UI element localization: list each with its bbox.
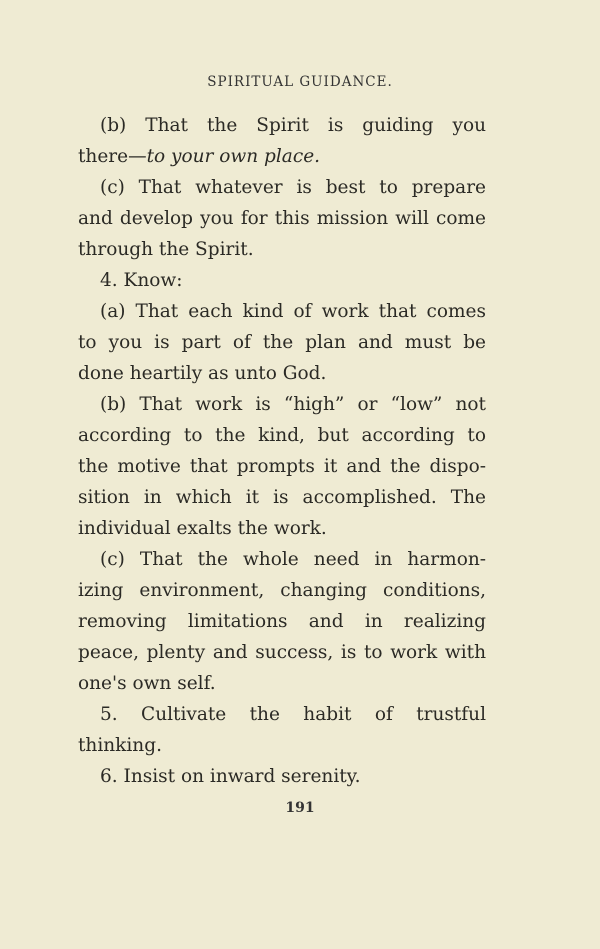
text-line: (b) That the Spirit is guiding you [100,115,486,136]
paragraph [78,172,486,265]
text-line: done heartily as unto God. [78,363,327,384]
text-line: removing limitations and in realizing [78,611,486,632]
paragraph [78,110,486,172]
text-line: through the Spirit. [78,239,254,260]
page-body [78,110,486,792]
text-line: (c) That whatever is best to prepare [100,177,486,198]
text-line: (c) That the whole need in harmon- [100,549,486,570]
text-line: izing environment, changing conditions, [78,580,486,601]
paragraph [78,761,486,792]
text-plain: there— [78,146,147,167]
text-line: (a) That each kind of work that comes [100,301,486,322]
text-line: (b) That work is “high” or “low” not [100,394,486,415]
text-line: thinking. [78,735,162,756]
text-line: and develop you for this mission will come [78,208,486,229]
text-line: 4. Know: [100,270,183,291]
paragraph [78,699,486,761]
text-line: one's own self. [78,673,216,694]
text-line: 5. Cultivate the habit of trustful [100,704,486,725]
text-line: the motive that prompts it and the dispo- [78,456,486,477]
paragraph [78,265,486,296]
text-line: sition in which it is accomplished. The [78,487,486,508]
paragraph [78,389,486,544]
text-line: to you is part of the plan and must be [78,332,486,353]
page-number: 191 [285,800,315,816]
text-line: 6. Insist on inward serenity. [100,766,361,787]
text-italic: to your own place. [146,146,321,167]
paragraph [78,296,486,389]
running-header: SPIRITUAL GUIDANCE. [207,74,393,90]
text-line [78,141,486,172]
paragraph [78,544,486,699]
text-line: individual exalts the work. [78,518,327,539]
text-line: peace, plenty and success, is to work with [78,642,486,663]
text-line: according to the kind, but according to [78,425,486,446]
